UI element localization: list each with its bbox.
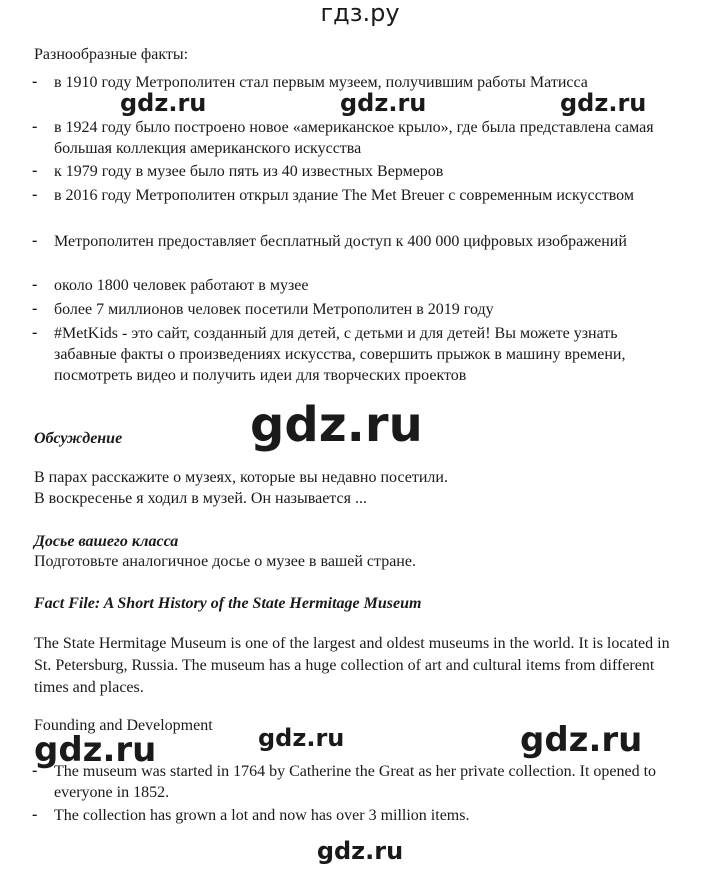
fact-item: - около 1800 человек работают в музее [32,276,309,294]
fact-item: - в 1910 году Метрополитен стал первым музеем, получившим работы Матисса [32,73,588,91]
page-footer-site: gdz.ru [316,837,404,865]
dossier-heading: Досье вашего класса [34,533,179,550]
fact-item: - #MetKids - это сайт, созданный для детей, с детьми и для детей! Вы можете узнать забавные факты о произведениях искусства, совершить прыжок в машину времени, посмотреть видео и получить идеи для творческих проектов [32,324,626,384]
bullet-dash: - [32,118,38,135]
page-header-site: гдз.ру [320,0,400,27]
fact-item: - в 2016 году Метрополитен открыл здание The Met Breuer с современным искусством [32,186,634,204]
discussion-heading: Обсуждение [34,430,123,447]
fact-item: - в 1924 году было построено новое «американское крыло», где была представлена самая большая коллекция американского искусства [32,118,654,157]
bullet-dash: - [32,806,38,823]
bullet-dash: - [32,276,38,293]
discussion-line-1: В парах расскажите о музеях, которые вы недавно посетили. [34,469,448,486]
bullet-dash: - [32,300,38,317]
factfile-title: Fact File: A Short History of the State Hermitage Museum [34,595,422,612]
watermark: gdz.ru [34,730,157,770]
bullet-dash: - [32,73,38,90]
fact-item: - к 1979 году в музее было пять из 40 известных Вермеров [32,162,444,180]
factfile-section-heading: Founding and Development [34,717,213,734]
watermark: gdz.ru [258,724,345,752]
discussion-line-2: В воскресенье я ходил в музей. Он называется ... [34,490,367,507]
bullet-dash: - [32,762,38,779]
bullet-dash: - [32,186,38,203]
facts-heading: Разнообразные факты: [34,46,189,63]
watermark: gdz.ru [520,720,643,760]
watermark: gdz.ru [120,89,207,117]
fact-item: - более 7 миллионов человек посетили Метрополитен в 2019 году [32,300,494,318]
watermark: gdz.ru [340,89,427,117]
bullet-dash: - [32,232,38,249]
fact-item: - Метрополитен предоставляет бесплатный доступ к 400 000 цифровых изображений [32,232,627,250]
dossier-text: Подготовьте аналогичное досье о музее в вашей стране. [34,553,416,570]
bullet-dash: - [32,324,38,341]
watermark: gdz.ru [560,89,647,117]
history-item: - The collection has grown a lot and now has over 3 million items. [32,806,470,824]
history-item: - The museum was started in 1764 by Catherine the Great as her private collection. It opened to everyone in 1852. [32,762,657,801]
watermark: gdz.ru [250,397,423,453]
factfile-paragraph: The State Hermitage Museum is one of the largest and oldest museums in the world. It is located in St. Petersburg, Russia. The museum has a huge collection of art and cultural items from different times and places. [34,635,670,696]
bullet-dash: - [32,162,38,179]
